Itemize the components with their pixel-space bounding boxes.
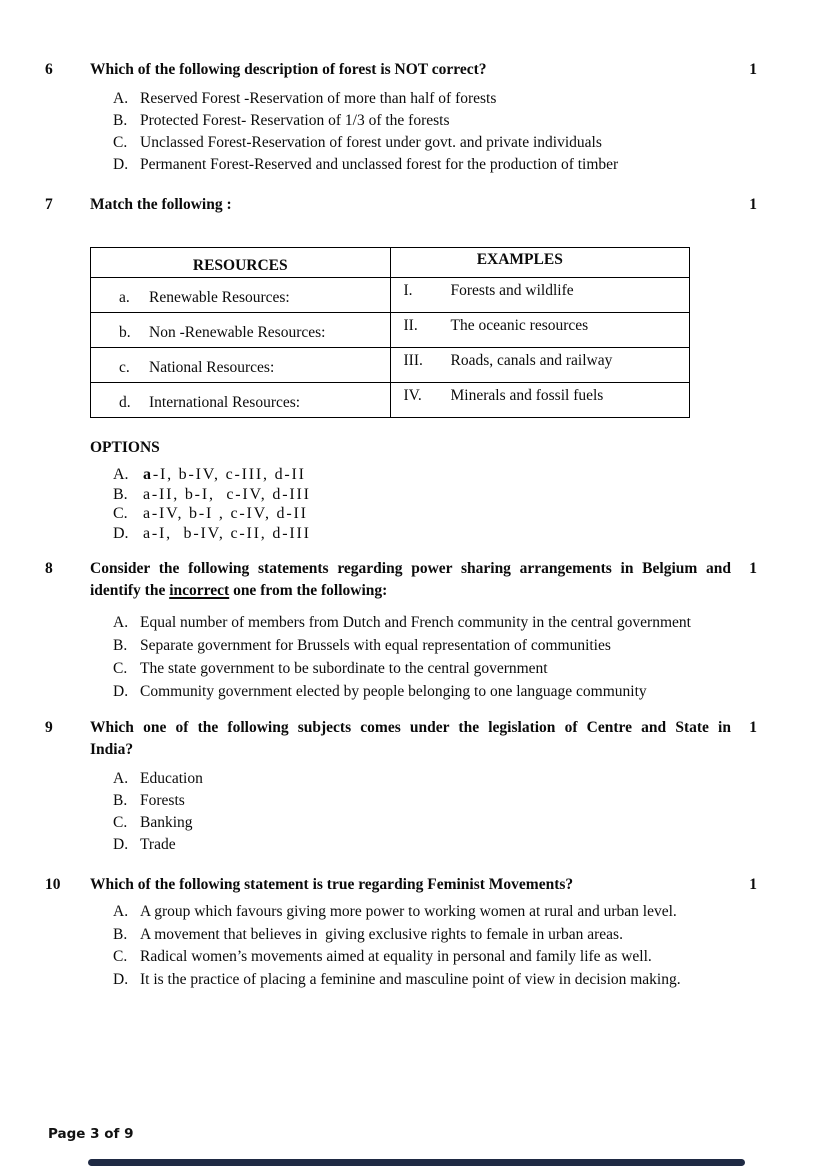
row-text: Roads, canals and railway (450, 352, 613, 369)
option-a (113, 611, 731, 634)
question-9-title-line2: India? (90, 741, 134, 758)
option-text: Community government elected by people belonging to one language community (140, 683, 647, 700)
option-text: A movement that believes in giving exclusive rights to female in urban areas. (140, 925, 623, 943)
question-9-title-line1: Which one of the following subjects comes under the legislation of Centre and State in (90, 719, 731, 736)
option-label: C. (113, 948, 128, 965)
option-text: Equal number of members from Dutch and French community in the central government (140, 614, 691, 631)
question-10-options (90, 901, 731, 991)
question-7-marks: 1 (749, 196, 757, 213)
option-text: Reserved Forest -Reservation of more than half of forests (140, 90, 497, 107)
question-9-number: 9 (45, 719, 53, 736)
row-text: The oceanic resources (450, 317, 589, 334)
option-label: D. (113, 156, 129, 173)
option-text: Banking (140, 814, 193, 831)
table-row (91, 313, 690, 348)
option-text: Separate government for Brussels with equal representation of communities (140, 637, 611, 654)
question-7 (45, 194, 757, 543)
question-8-marks: 1 (749, 560, 757, 577)
option-a (113, 768, 731, 790)
option-c (113, 132, 731, 154)
row-label: a. (119, 289, 130, 306)
question-9-marks: 1 (749, 719, 757, 736)
match-table-col2-header: EXAMPLES (390, 248, 690, 278)
option-text: Unclassed Forest-Reservation of forest under govt. and private individuals (140, 134, 602, 151)
bottom-bar (88, 1159, 745, 1166)
option-label: A. (113, 770, 129, 787)
row-text: Renewable Resources: (149, 289, 290, 306)
question-6-title: Which of the following description of forest is NOT correct? (90, 61, 487, 78)
underlined-word: incorrect (169, 582, 230, 599)
option-text: It is the practice of placing a feminine and masculine point of view in decision making. (140, 970, 681, 988)
option-a (113, 465, 731, 485)
row-label: c. (119, 359, 130, 376)
option-label: B. (113, 792, 128, 809)
option-label: D. (113, 524, 129, 542)
option-c (113, 812, 731, 834)
option-d (113, 834, 731, 856)
question-6-marks: 1 (749, 61, 757, 78)
row-text: National Resources: (149, 359, 275, 376)
option-text: Education (140, 770, 203, 787)
options-heading: OPTIONS (90, 439, 160, 456)
option-label: B. (113, 485, 128, 503)
page-number-footer: Page 3 of 9 (48, 1126, 134, 1142)
option-text: a-I, b-IV, c-III, d-II (143, 466, 306, 483)
question-8-number: 8 (45, 560, 53, 577)
question-10-marks: 1 (749, 876, 757, 893)
question-9-options (90, 768, 731, 856)
match-table-col1-header: RESOURCES (91, 248, 391, 278)
option-label: B. (113, 637, 128, 654)
option-b (113, 924, 731, 947)
option-text: a-II, b-I, c-IV, d-III (143, 485, 311, 503)
question-8-title-line2: identify the incorrect one from the following: (90, 582, 388, 599)
row-text: Forests and wildlife (450, 282, 574, 299)
question-7-number: 7 (45, 196, 53, 213)
option-label: D. (113, 683, 129, 700)
option-label: C. (113, 505, 128, 522)
option-label: D. (113, 970, 129, 988)
question-7-title: Match the following : (90, 196, 232, 213)
option-label: B. (113, 112, 128, 129)
question-6-number: 6 (45, 61, 53, 78)
option-label: A. (113, 90, 129, 107)
option-a (113, 901, 731, 924)
question-7-options (90, 465, 731, 543)
option-text: Protected Forest- Reservation of 1/3 of the forests (140, 112, 450, 129)
match-table-header-row (91, 248, 690, 278)
option-b (113, 634, 731, 657)
option-c (113, 504, 731, 524)
option-text: A group which favours giving more power to working women at rural and urban level. (140, 903, 677, 920)
option-b (113, 110, 731, 132)
option-label: A. (113, 466, 129, 483)
question-10-number: 10 (45, 876, 61, 893)
option-text: Forests (140, 792, 185, 809)
option-d (113, 154, 731, 176)
row-text: International Resources: (149, 394, 301, 411)
option-a (113, 88, 731, 110)
option-label: B. (113, 925, 128, 943)
option-c (113, 946, 731, 969)
row-text: Non -Renewable Resources: (149, 324, 326, 341)
table-row (91, 278, 690, 313)
row-label: d. (119, 394, 131, 411)
option-text: Radical women’s movements aimed at equality in personal and family life as well. (140, 948, 652, 965)
table-row (91, 348, 690, 383)
row-label: b. (119, 324, 131, 341)
option-label: A. (113, 614, 129, 631)
question-9 (45, 717, 757, 856)
option-c (113, 657, 731, 680)
question-10 (45, 874, 757, 991)
option-d (113, 524, 731, 544)
option-b (113, 790, 731, 812)
option-label: C. (113, 660, 128, 677)
question-6-options (90, 88, 731, 176)
option-text: The state government to be subordinate to the central government (140, 660, 548, 677)
option-label: C. (113, 134, 128, 151)
question-6 (45, 59, 757, 176)
row-label: III. (403, 352, 423, 369)
question-8-title-line1: Consider the following statements regarding power sharing arrangements in Belgium and (90, 560, 731, 577)
row-label: IV. (403, 387, 422, 404)
option-label: A. (113, 903, 129, 920)
option-text: a-I, b-IV, c-II, d-III (143, 524, 311, 542)
option-label: C. (113, 814, 128, 831)
match-table (90, 247, 690, 418)
row-label: I. (403, 282, 413, 299)
option-text: a-IV, b-I , c-IV, d-II (143, 505, 308, 522)
question-8-options (90, 611, 731, 703)
option-text: Trade (140, 836, 176, 853)
option-label: D. (113, 836, 129, 853)
option-d (113, 969, 731, 992)
row-text: Minerals and fossil fuels (450, 387, 604, 404)
option-b (113, 485, 731, 505)
table-row (91, 383, 690, 418)
row-label: II. (403, 317, 418, 334)
option-d (113, 680, 731, 703)
question-10-title: Which of the following statement is true regarding Feminist Movements? (90, 876, 574, 893)
question-8 (45, 558, 757, 703)
option-text: Permanent Forest-Reserved and unclassed forest for the production of timber (140, 156, 619, 173)
